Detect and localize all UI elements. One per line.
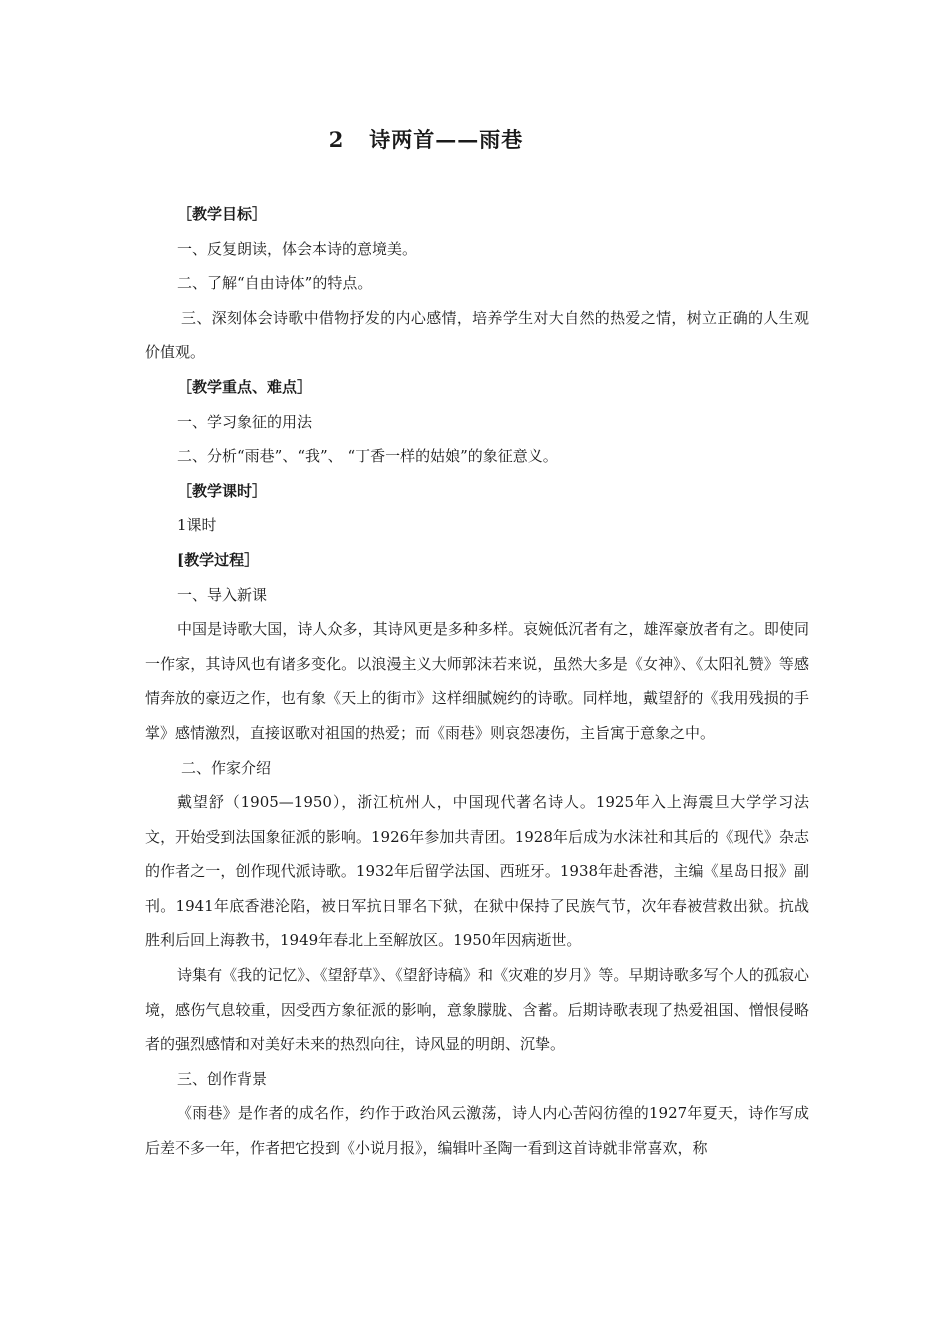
page-title: 2 诗两首——雨巷 (328, 127, 524, 152)
author-paragraph-2: 诗集有《我的记忆》、《望舒草》、《望舒诗稿》和《灾难的岁月》等。早期诗歌多写个人的孤寂心境，感伤气息较重，因受西方象征派的影响，意象朦胧、含蓄。后期诗歌表现了热爱祖国、憎恨侵略者的强烈感情和对美好未来的热烈向往，诗风显的明朗、沉挚。 (145, 966, 809, 1054)
intro-paragraph: 中国是诗歌大国，诗人众多，其诗风更是多种多样。哀婉低沉者有之，雄浑豪放者有之。即使同一作家，其诗风也有诸多变化。以浪漫主义大师郭沫若来说，虽然大多是《女神》、《太阳礼赞》等感情奔放的豪迈之作，也有象《天上的街市》这样细腻婉约的诗歌。同样地，戴望舒的《我用残损的手掌》感情激烈，直接讴歌对祖国的热爱；而《雨巷》则哀怨凄伤，主旨寓于意象之中。 (145, 620, 809, 742)
periods-heading: ［教学课时］ (177, 481, 268, 500)
key-points-heading: ［教学重点、难点］ (177, 377, 313, 396)
author-heading: 二、作家介绍 (181, 758, 272, 777)
document-body (145, 197, 809, 1166)
objective-item: 一、反复朗读，体会本诗的意境美。 (177, 239, 418, 258)
key-point-item: 二、分析“雨巷”、“我”、 “丁香一样的姑娘”的象征意义。 (177, 447, 558, 466)
objective-item: 二、了解“自由诗体”的特点。 (177, 274, 373, 293)
periods-value: 1课时 (177, 516, 217, 535)
key-point-item: 一、学习象征的用法 (177, 412, 313, 431)
intro-heading: 一、导入新课 (177, 585, 268, 604)
process-heading: [教学过程］ (177, 550, 260, 569)
background-heading: 三、创作背景 (177, 1069, 268, 1088)
objectives-heading: ［教学目标］ (177, 205, 268, 223)
author-paragraph-1: 戴望舒（1905—1950），浙江杭州人，中国现代著名诗人。1925年入上海震旦大学学习法文，开始受到法国象征派的影响。1926年参加共青团。1928年后成为水沫社和其后的《现代》杂志的作者之一，创作现代派诗歌。1932年后留学法国、西班牙。1938年赴香港，主编《星岛日报》副刊。1941年底香港沦陷，被日军抗日罪名下狱，在狱中保持了民族气节，次年春被营救出狱。抗战胜利后回上海教书，1949年春北上至解放区。1950年因病逝世。 (145, 793, 809, 950)
objective-item: 三、深刻体会诗歌中借物抒发的内心感情，培养学生对大自然的热爱之情，树立正确的人生观价值观。 (145, 308, 809, 362)
background-paragraph: 《雨巷》是作者的成名作，约作于政治风云激荡，诗人内心苦闷彷徨的1927年夏天，诗作写成后差不多一年，作者把它投到《小说月报》，编辑叶圣陶一看到这首诗就非常喜欢，称 (145, 1104, 809, 1158)
